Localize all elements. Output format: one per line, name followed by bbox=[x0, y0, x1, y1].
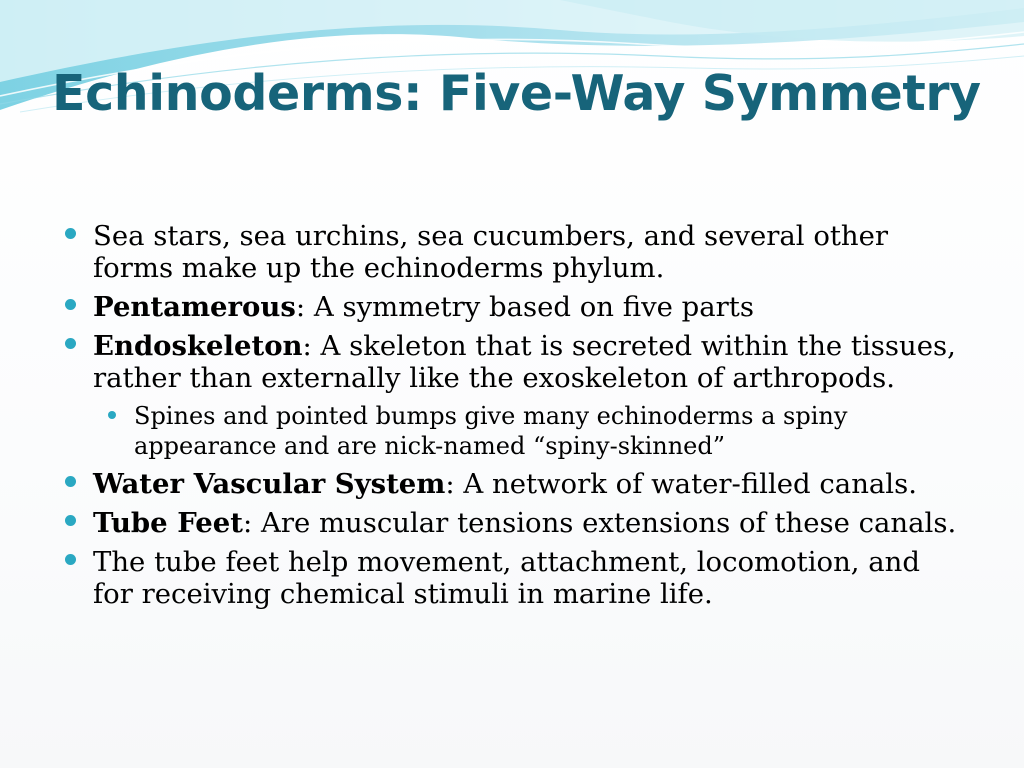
bullet-list bbox=[62, 220, 962, 617]
slide-title: Echinoderms: Five-Way Symmetry bbox=[52, 65, 981, 122]
bullet-text: : A skeleton that is secreted within the tissues, rather than externally like the exoskeleton of arthropods. bbox=[93, 330, 956, 394]
bullet-text: : A symmetry based on five parts bbox=[295, 291, 754, 323]
bullet-text: Sea stars, sea urchins, sea cucumbers, and several other forms make up the echinoderms phylum. bbox=[93, 220, 889, 284]
bullet-item bbox=[62, 546, 962, 610]
bullet-item bbox=[62, 330, 962, 461]
bullet-text: The tube feet help movement, attachment, locomotion, and for receiving chemical stimuli in marine life. bbox=[93, 546, 920, 610]
bullet-term: Water Vascular System bbox=[93, 468, 446, 500]
bullet-item bbox=[62, 507, 962, 539]
bullet-term: Pentamerous bbox=[93, 291, 296, 323]
bullet-item bbox=[62, 468, 962, 500]
bullet-text: : A network of water-filled canals. bbox=[445, 468, 917, 500]
sub-bullet-item: Spines and pointed bumps give many echinoderms a spiny appearance and are nick-named “spiny-skinned” bbox=[103, 401, 962, 461]
bullet-item bbox=[62, 291, 962, 323]
bullet-item bbox=[62, 220, 962, 284]
bullet-term: Endoskeleton bbox=[93, 330, 303, 362]
bullet-term: Tube Feet bbox=[93, 507, 243, 539]
bullet-text: : Are muscular tensions extensions of these canals. bbox=[242, 507, 957, 539]
sub-bullet-list bbox=[103, 401, 962, 461]
